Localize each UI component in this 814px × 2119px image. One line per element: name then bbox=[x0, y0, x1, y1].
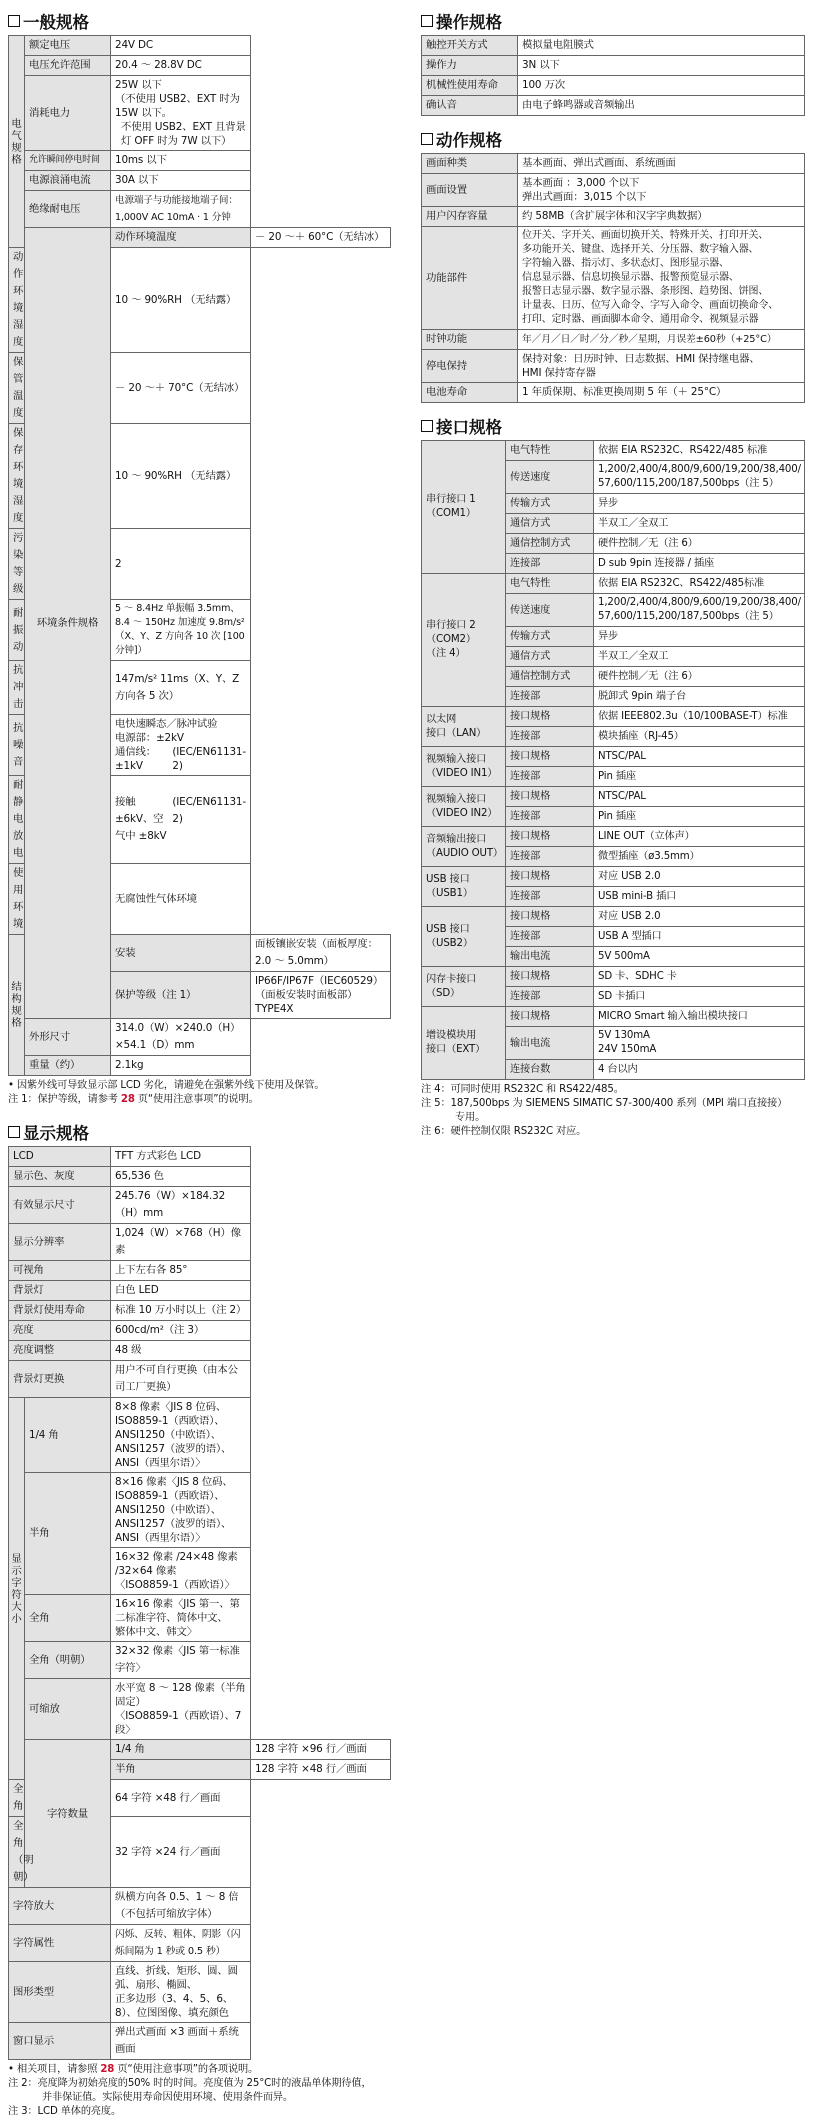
row-value: 依据 EIA RS232C、RS422/485标准 bbox=[594, 574, 805, 594]
section-operation-header bbox=[421, 10, 805, 32]
line: 报警日志显示器、数字显示器、条形图、趋势图、饼图、 bbox=[522, 286, 769, 297]
row-value: 20.4 ～ 28.8V DC bbox=[111, 56, 251, 76]
line: 8×8 像素〈JIS 8 位码、ISO8859-1（西欧语）、 bbox=[115, 1401, 227, 1427]
row-value: 依据 EIA RS232C、RS422/485 标准 bbox=[594, 441, 805, 461]
row-label: 电气特性 bbox=[506, 441, 594, 461]
line: 正多边形（3、4、5、6、8）、位图图像、填充颜色 bbox=[115, 1993, 234, 2019]
row-label: 可视角 bbox=[9, 1261, 111, 1281]
section-title: 接口规格 bbox=[436, 418, 502, 437]
row-value: 128 字符 ×48 行／画面 bbox=[251, 1760, 391, 1780]
row-value: 24V DC bbox=[111, 36, 251, 56]
line: 〈ISO8859-1（西欧语）、7 段〉 bbox=[115, 1710, 242, 1736]
row-label: 电气特性 bbox=[506, 574, 594, 594]
row-value: USB mini-B 插口 bbox=[594, 887, 805, 907]
row-value bbox=[111, 1679, 251, 1740]
row-label: 耐静电放电 bbox=[9, 776, 25, 864]
row-label: 接口规格 bbox=[506, 1007, 594, 1027]
interface-group-label bbox=[422, 967, 506, 1007]
line: （VIDEO IN1） bbox=[426, 767, 498, 779]
line: 计量表、日历、位写入命令、字写入命令、画面切换命令、 bbox=[522, 300, 779, 311]
right-column bbox=[421, 10, 805, 1139]
standard: (IEC/EN61131-2) bbox=[172, 746, 246, 772]
row-value: 245.76（W）×184.32（H）mm bbox=[111, 1187, 251, 1224]
row-label: 连接部 bbox=[506, 807, 594, 827]
line: USB 接口 bbox=[426, 923, 470, 935]
row-value bbox=[594, 594, 805, 627]
row-label: 通信控制方式 bbox=[506, 534, 594, 554]
row-label: 耐振动 bbox=[9, 600, 25, 661]
row-value: 面板镶嵌安装（面板厚度：2.0 ～ 5.0mm） bbox=[251, 935, 391, 972]
line: 多功能开关、键盘、选择开关、分压器、数字输入器、 bbox=[522, 244, 759, 255]
row-value: 异步 bbox=[594, 627, 805, 647]
line: 繁体中文、韩文〉 bbox=[115, 1626, 197, 1638]
section-interface-header bbox=[421, 415, 805, 437]
line: 16×32 像素 /24×48 像素 /32×64 像素 bbox=[115, 1551, 238, 1577]
row-value: 128 字符 ×96 行／画面 bbox=[251, 1740, 391, 1760]
row-label: 可缩放 bbox=[25, 1679, 111, 1740]
interface-group-label bbox=[422, 747, 506, 787]
row-label: 电池寿命 bbox=[422, 383, 518, 403]
interface-group-label bbox=[422, 707, 506, 747]
row-value: 脱卸式 9pin 端子台 bbox=[594, 687, 805, 707]
line: （SD） bbox=[426, 987, 461, 999]
row-label: 允许瞬间停电时间 bbox=[25, 151, 111, 171]
row-value: 100 万次 bbox=[518, 76, 805, 96]
page-ref-link[interactable]: 28 bbox=[100, 2064, 115, 2075]
note-text: • 相关项目，请参照 bbox=[8, 2064, 101, 2075]
row-value: 模拟量电阻膜式 bbox=[518, 36, 805, 56]
section-general-header bbox=[8, 10, 391, 32]
line: 基本画面 ：3,000 个以下 bbox=[522, 177, 640, 189]
general-spec-table bbox=[8, 35, 391, 1076]
row-label: 输出电流 bbox=[506, 947, 594, 967]
row-value: 对应 USB 2.0 bbox=[594, 907, 805, 927]
row-value: 闪烁、反转、粗体、阴影（闪烁间隔为 1 秒或 0.5 秒） bbox=[111, 1925, 251, 1962]
row-label: 接口规格 bbox=[506, 907, 594, 927]
row-label: 全角 bbox=[9, 1780, 25, 1817]
row-label: 显示分辨率 bbox=[9, 1224, 111, 1261]
row-label: 电源浪涌电流 bbox=[25, 171, 111, 191]
row-value bbox=[111, 1595, 251, 1642]
line: （VIDEO IN2） bbox=[426, 807, 498, 819]
line: 保持对象：日历时钟、日志数据、HMI 保持继电器、 bbox=[522, 353, 760, 365]
row-label: 接口规格 bbox=[506, 707, 594, 727]
row-label: 机械性使用寿命 bbox=[422, 76, 518, 96]
line: （USB1） bbox=[426, 887, 473, 899]
row-value bbox=[594, 461, 805, 494]
interface-group-label bbox=[422, 574, 506, 707]
line: 1,200/2,400/4,800/9,600/19,200/38,400/ bbox=[598, 597, 801, 608]
row-value bbox=[111, 776, 251, 864]
row-value bbox=[518, 227, 805, 330]
line: 弹出式画面：3,015 个以下 bbox=[522, 191, 647, 203]
line: 接口（EXT） bbox=[426, 1044, 486, 1055]
line: 不使用 USB2、EXT 且背景灯 OFF 时为 7W 以下） bbox=[121, 121, 246, 147]
line: 5 ～ 8.4Hz 单振幅 3.5mm、8.4 ～ 150Hz 加速度 9.8m/s² bbox=[115, 603, 245, 628]
row-value bbox=[111, 76, 251, 151]
row-label: 动作环境湿度 bbox=[9, 248, 25, 353]
row-value bbox=[251, 972, 391, 1019]
row-value: 弹出式画面 ×3 画面＋系统画面 bbox=[111, 2023, 251, 2060]
row-label: 传送速度 bbox=[506, 594, 594, 627]
row-label: 使用环境 bbox=[9, 864, 25, 935]
note: • 因紫外线可导致显示部 LCD 劣化，请避免在强紫外线下使用及保管。 bbox=[8, 1080, 325, 1091]
row-label: 图形类型 bbox=[9, 1962, 111, 2023]
row-label: 抗噪音 bbox=[9, 715, 25, 776]
row-label: 停电保持 bbox=[422, 350, 518, 383]
interface-group-label bbox=[422, 1007, 506, 1080]
row-value: 电源端子与功能接地端子间：1,000V AC 10mA · 1 分钟 bbox=[111, 191, 251, 228]
line: 5V 130mA bbox=[598, 1030, 650, 1041]
row-label: 外形尺寸 bbox=[25, 1019, 111, 1056]
line: 接触 ±6kV、空气中 ±8kV bbox=[115, 796, 167, 842]
line: 57,600/115,200/187,500bps（注 5） bbox=[598, 611, 779, 622]
row-label: 时钟功能 bbox=[422, 330, 518, 350]
line: （注 4） bbox=[426, 648, 466, 659]
row-value: SD 卡插口 bbox=[594, 987, 805, 1007]
interface-group-label bbox=[422, 867, 506, 907]
row-label: 传输方式 bbox=[506, 494, 594, 514]
row-value: 1 年质保期、标准更换周期 5 年（＋ 25°C） bbox=[518, 383, 805, 403]
line: 水平宽 8 ～ 128 像素（半角固定） bbox=[115, 1682, 246, 1708]
row-label: 连接部 bbox=[506, 847, 594, 867]
row-label: 保存环境湿度 bbox=[9, 424, 25, 529]
line: 直线、折线、矩形、圆、圆弧、扇形、椭圆、 bbox=[115, 1965, 238, 1991]
section-title: 操作规格 bbox=[436, 13, 502, 32]
line: 25W 以下 bbox=[115, 79, 162, 91]
row-label: 绝缘耐电压 bbox=[25, 191, 111, 228]
row-value: 64 字符 ×48 行／画面 bbox=[111, 1780, 251, 1817]
row-value: 微型插座（ø3.5mm） bbox=[594, 847, 805, 867]
row-value: 10 ～ 90%RH （无结露） bbox=[111, 248, 251, 353]
row-value: SD 卡、SDHC 卡 bbox=[594, 967, 805, 987]
line: ANSI1250（中欧语）、ANSI1257（波罗的语）、 bbox=[115, 1429, 232, 1455]
note: 注 6：硬件控制仅限 RS232C 对应。 bbox=[421, 1126, 587, 1137]
row-label: 消耗电力 bbox=[25, 76, 111, 151]
row-value: 1,024（W）×768（H）像素 bbox=[111, 1224, 251, 1261]
group-label: 环境条件规格 bbox=[25, 228, 111, 1019]
line: 电源部：±2kV bbox=[115, 732, 184, 744]
row-label: 功能部件 bbox=[422, 227, 518, 330]
row-label: 1/4 角 bbox=[25, 1398, 111, 1473]
row-value: 314.0（W）×240.0（H）×54.1（D）mm bbox=[111, 1019, 251, 1056]
line: （USB2） bbox=[426, 937, 473, 949]
note-text: 页“使用注意事项”的说明。 bbox=[134, 1094, 259, 1105]
line: （COM2） bbox=[426, 634, 476, 645]
row-value: 600cd/m²（注 3） bbox=[111, 1321, 251, 1341]
interface-notes bbox=[421, 1083, 805, 1139]
row-value: Pin 插座 bbox=[594, 767, 805, 787]
row-value: 硬件控制／无（注 6） bbox=[594, 667, 805, 687]
row-label: 有效显示尺寸 bbox=[9, 1187, 111, 1224]
checkbox-bullet-icon bbox=[421, 420, 433, 432]
row-value bbox=[111, 1398, 251, 1473]
checkbox-bullet-icon bbox=[8, 15, 20, 27]
note bbox=[8, 2063, 391, 2077]
row-label: 抗冲击 bbox=[9, 661, 25, 715]
line: 57,600/115,200/187,500bps（注 5） bbox=[598, 478, 779, 489]
row-label: 动作环境温度 bbox=[111, 228, 251, 248]
row-label: 连接台数 bbox=[506, 1060, 594, 1080]
row-value bbox=[518, 174, 805, 207]
row-label: 连接部 bbox=[506, 767, 594, 787]
row-label: 通信控制方式 bbox=[506, 667, 594, 687]
row-value: 基本画面、弹出式画面、系统画面 bbox=[518, 154, 805, 174]
interface-group-label bbox=[422, 787, 506, 827]
note: 并非保证值。实际使用寿命因使用环境、使用条件而异。 bbox=[42, 2092, 293, 2103]
line: 24V 150mA bbox=[598, 1044, 657, 1055]
row-label: 背景灯使用寿命 bbox=[9, 1301, 111, 1321]
row-value: NTSC/PAL bbox=[594, 747, 805, 767]
line: 字符输入器、指示灯、多状态灯、图形显示器、 bbox=[522, 258, 729, 269]
line: 接口（LAN） bbox=[426, 727, 487, 739]
note: 注 4：可同时使用 RS232C 和 RS422/485。 bbox=[421, 1084, 624, 1095]
row-label: 接口规格 bbox=[506, 827, 594, 847]
row-value: 32×32 像素〈JIS 第一标准字符〉 bbox=[111, 1642, 251, 1679]
line: 1,200/2,400/4,800/9,600/19,200/38,400/ bbox=[598, 464, 801, 475]
row-label: 半角 bbox=[111, 1760, 251, 1780]
line: HMI 保持寄存器 bbox=[522, 367, 596, 379]
checkbox-bullet-icon bbox=[421, 133, 433, 145]
row-value: NTSC/PAL bbox=[594, 787, 805, 807]
row-label: 背景灯 bbox=[9, 1281, 111, 1301]
row-label: 全角（明朝） bbox=[9, 1817, 25, 1888]
row-label: 画面设置 bbox=[422, 174, 518, 207]
row-label: LCD bbox=[9, 1147, 111, 1167]
row-label: 连接部 bbox=[506, 727, 594, 747]
interface-spec-table bbox=[421, 440, 805, 1080]
row-label: 连接部 bbox=[506, 987, 594, 1007]
action-spec-table bbox=[421, 153, 805, 403]
line: （X、Y、Z 方向各 10 次 [100 分钟]） bbox=[115, 631, 245, 656]
line: 串行接口 2 bbox=[426, 620, 476, 631]
row-label: 画面种类 bbox=[422, 154, 518, 174]
row-label: 触控开关方式 bbox=[422, 36, 518, 56]
row-value: 3N 以下 bbox=[518, 56, 805, 76]
line: USB 接口 bbox=[426, 873, 470, 885]
row-label: 保管温度 bbox=[9, 353, 25, 424]
interface-group-label bbox=[422, 441, 506, 574]
section-display-header bbox=[8, 1121, 391, 1143]
row-value: 2.1kg bbox=[111, 1056, 251, 1076]
row-label: 保护等级（注 1） bbox=[111, 972, 251, 1019]
row-value: 5V 500mA bbox=[594, 947, 805, 967]
row-value: 纵横方向各 0.5、1 ～ 8 倍（不包括可缩放字体） bbox=[111, 1888, 251, 1925]
row-value: 约 58MB（含扩展字体和汉字字典数据） bbox=[518, 207, 805, 227]
line: 闪存卡接口 bbox=[426, 973, 477, 985]
line: 增设模块用 bbox=[426, 1030, 477, 1041]
row-value: D sub 9pin 连接器 / 插座 bbox=[594, 554, 805, 574]
row-value: 32 字符 ×24 行／画面 bbox=[111, 1817, 251, 1888]
row-label: 接口规格 bbox=[506, 747, 594, 767]
line: （AUDIO OUT） bbox=[426, 847, 503, 859]
row-label: 输出电流 bbox=[506, 1027, 594, 1060]
note: 专用。 bbox=[455, 1112, 486, 1123]
line: 信息显示器、信息切换显示器、报警预览显示器、 bbox=[522, 272, 739, 283]
line: 〈ISO8859-1（西欧语）〉 bbox=[115, 1579, 235, 1591]
checkbox-bullet-icon bbox=[8, 1126, 20, 1138]
row-value: 上下左右各 85° bbox=[111, 1261, 251, 1281]
line: 电快速瞬态／脉冲试验 bbox=[115, 718, 218, 730]
note: 注 5：187,500bps 为 SIEMENS SIMATIC S7-300/400 系列（MPI 端口直接接） bbox=[421, 1098, 788, 1109]
row-label: 通信方式 bbox=[506, 514, 594, 534]
checkbox-bullet-icon bbox=[421, 15, 433, 27]
note-text: 注 1：保护等级，请参考 bbox=[8, 1094, 121, 1105]
row-value: 白色 LED bbox=[111, 1281, 251, 1301]
row-label: 字符属性 bbox=[9, 1925, 111, 1962]
section-title: 一般规格 bbox=[23, 13, 89, 32]
row-value bbox=[111, 1548, 251, 1595]
row-value: 10ms 以下 bbox=[111, 151, 251, 171]
row-value: 无腐蚀性气体环境 bbox=[111, 864, 251, 935]
row-value: 10 ～ 90%RH （无结露） bbox=[111, 424, 251, 529]
line: 通信线：±1kV bbox=[115, 746, 156, 772]
row-value: TFT 方式彩色 LCD bbox=[111, 1147, 251, 1167]
line: 以太网 bbox=[426, 713, 457, 725]
left-column bbox=[8, 10, 391, 2119]
row-label: 字符放大 bbox=[9, 1888, 111, 1925]
row-label: 安装 bbox=[111, 935, 251, 972]
line: IP66F/IP67F（IEC60529）（面板安装时面板部） bbox=[255, 975, 384, 1001]
row-label: 连接部 bbox=[506, 887, 594, 907]
row-label: 传送速度 bbox=[506, 461, 594, 494]
row-label: 污染等级 bbox=[9, 529, 25, 600]
row-label: 亮度 bbox=[9, 1321, 111, 1341]
note-text: 页“使用注意事项”的各项说明。 bbox=[114, 2064, 259, 2075]
line: ANSI（西里尔语）〉 bbox=[115, 1532, 206, 1544]
row-label: 亮度调整 bbox=[9, 1341, 111, 1361]
row-value bbox=[111, 600, 251, 661]
row-value: 对应 USB 2.0 bbox=[594, 867, 805, 887]
note: 注 2：亮度降为初始亮度的50% 时的时间。亮度值为 25°C时的液晶单体期待值， bbox=[8, 2078, 372, 2089]
row-label: 窗口显示 bbox=[9, 2023, 111, 2060]
row-value: 异步 bbox=[594, 494, 805, 514]
operation-spec-table bbox=[421, 35, 805, 116]
row-value bbox=[111, 715, 251, 776]
row-label: 确认音 bbox=[422, 96, 518, 116]
line: 位开关、字开关、画面切换开关、特殊开关、打印开关、 bbox=[522, 230, 769, 241]
row-value: 2 bbox=[111, 529, 251, 600]
row-label: 通信方式 bbox=[506, 647, 594, 667]
note bbox=[8, 1093, 391, 1107]
row-label: 1/4 角 bbox=[111, 1740, 251, 1760]
line: 音频输出接口 bbox=[426, 833, 487, 845]
standard: (IEC/EN61131-2) bbox=[172, 796, 246, 825]
row-value bbox=[111, 1962, 251, 2023]
row-label: 全角（明朝） bbox=[25, 1642, 111, 1679]
row-value: 用户不可自行更换（由本公司工厂更换） bbox=[111, 1361, 251, 1398]
row-value: 模块插座（RJ-45） bbox=[594, 727, 805, 747]
row-label: 接口规格 bbox=[506, 787, 594, 807]
row-label: 背景灯更换 bbox=[9, 1361, 111, 1398]
row-value: 硬件控制／无（注 6） bbox=[594, 534, 805, 554]
row-value: 65,536 色 bbox=[111, 1167, 251, 1187]
row-value bbox=[111, 1473, 251, 1548]
row-value: Pin 插座 bbox=[594, 807, 805, 827]
row-value: MICRO Smart 输入输出模块接口 bbox=[594, 1007, 805, 1027]
line: 8×16 像素〈JIS 8 位码、ISO8859-1（西欧语）、 bbox=[115, 1476, 233, 1502]
section-title: 动作规格 bbox=[436, 131, 502, 150]
row-label: 半角 bbox=[25, 1473, 111, 1595]
row-value: 30A 以下 bbox=[111, 171, 251, 191]
section-title: 显示规格 bbox=[23, 1124, 89, 1143]
display-spec-table bbox=[8, 1146, 391, 2060]
row-value bbox=[518, 350, 805, 383]
line: TYPE4X bbox=[255, 1003, 294, 1015]
group-label: 结构规格 bbox=[9, 935, 25, 1076]
line: ANSI（西里尔语）〉 bbox=[115, 1457, 206, 1469]
line: 16×16 像素〈JIS 第一、第二标准字符、简体中文、 bbox=[115, 1598, 240, 1624]
row-value: LINE OUT（立体声） bbox=[594, 827, 805, 847]
row-value: 半双工／全双工 bbox=[594, 647, 805, 667]
group-label: 字符数量 bbox=[25, 1740, 111, 1888]
row-label: 连接部 bbox=[506, 927, 594, 947]
line: 打印、定时器、画面脚本命令、通用命令、视频显示器 bbox=[522, 314, 759, 325]
row-value: 标准 10 万小时以上（注 2） bbox=[111, 1301, 251, 1321]
row-label: 传输方式 bbox=[506, 627, 594, 647]
row-label: 操作力 bbox=[422, 56, 518, 76]
row-label: 全角 bbox=[25, 1595, 111, 1642]
row-value: 由电子蜂鸣器或音频输出 bbox=[518, 96, 805, 116]
row-value: USB A 型插口 bbox=[594, 927, 805, 947]
row-label: 连接部 bbox=[506, 687, 594, 707]
interface-group-label bbox=[422, 907, 506, 967]
line: ANSI1250（中欧语）、ANSI1257（波罗的语）、 bbox=[115, 1504, 232, 1530]
row-value: 依据 IEEE802.3u（10/100BASE-T）标准 bbox=[594, 707, 805, 727]
line: （COM1） bbox=[426, 508, 476, 519]
row-label: 额定电压 bbox=[25, 36, 111, 56]
row-label: 电压允许范围 bbox=[25, 56, 111, 76]
row-label: 用户闪存容量 bbox=[422, 207, 518, 227]
row-value: － 20 ～＋ 60°C（无结冰） bbox=[251, 228, 391, 248]
row-value: － 20 ～＋ 70°C（无结冰） bbox=[111, 353, 251, 424]
interface-group-label bbox=[422, 827, 506, 867]
row-value bbox=[594, 1027, 805, 1060]
section-action-header bbox=[421, 128, 805, 150]
line: 视频输入接口 bbox=[426, 753, 487, 765]
note: 注 3：LCD 单体的亮度。 bbox=[8, 2106, 121, 2117]
line: （不使用 USB2、EXT 时为 15W 以下。 bbox=[115, 93, 240, 119]
row-label: 接口规格 bbox=[506, 867, 594, 887]
line: 串行接口 1 bbox=[426, 494, 476, 505]
row-value: 4 台以内 bbox=[594, 1060, 805, 1080]
line: 视频输入接口 bbox=[426, 793, 487, 805]
row-value: 147m/s² 11ms（X、Y、Z 方向各 5 次） bbox=[111, 661, 251, 715]
row-label: 显示色、灰度 bbox=[9, 1167, 111, 1187]
group-label: 电气规格 bbox=[9, 36, 25, 248]
row-value: 48 级 bbox=[111, 1341, 251, 1361]
row-label: 连接部 bbox=[506, 554, 594, 574]
row-value: 半双工／全双工 bbox=[594, 514, 805, 534]
row-label: 重量（约） bbox=[25, 1056, 111, 1076]
row-value: 年／月／日／时／分／秒／星期，月误差±60秒（+25°C） bbox=[518, 330, 805, 350]
page-ref-link[interactable]: 28 bbox=[120, 1094, 135, 1105]
row-label: 接口规格 bbox=[506, 967, 594, 987]
group-label: 显示字符大小 bbox=[9, 1398, 25, 1780]
